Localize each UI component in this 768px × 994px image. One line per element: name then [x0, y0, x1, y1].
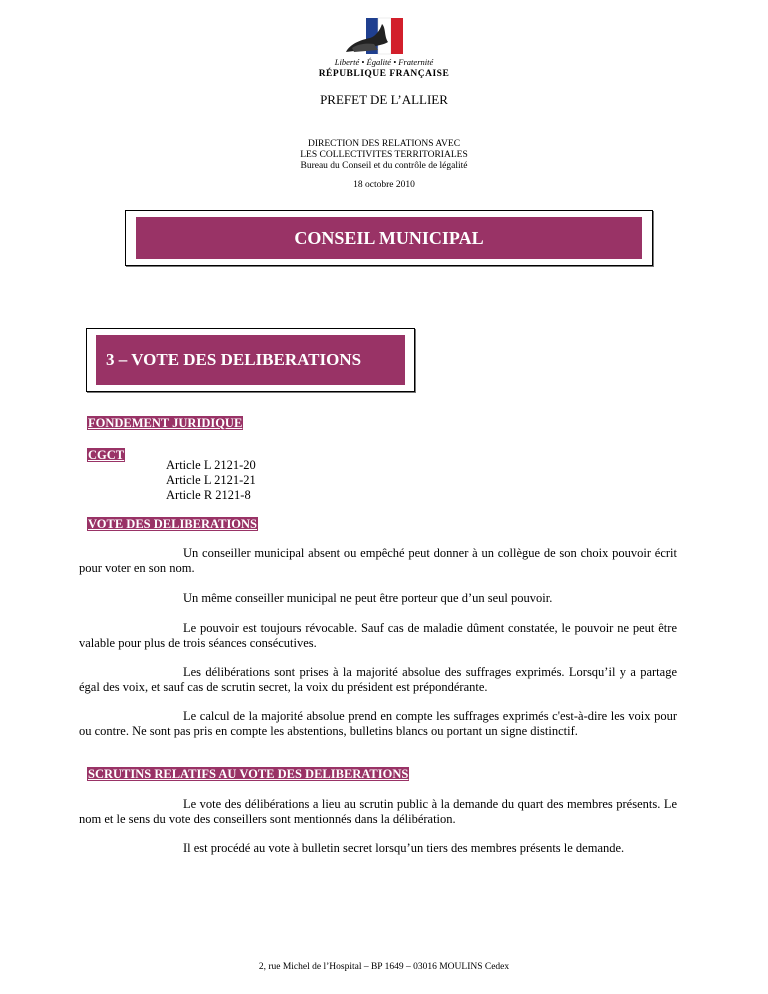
paragraph: Un conseiller municipal absent ou empêché peut donner à un collègue de son choix pouvoir écrit pour voter en son nom. — [79, 546, 677, 575]
paragraph: Un même conseiller municipal ne peut être porteur que d’un seul pouvoir. — [183, 591, 553, 605]
paragraph: Le pouvoir est toujours révocable. Sauf cas de maladie dûment constatée, le pouvoir ne peut être valable pour plus de trois séances consécutives. — [79, 621, 677, 650]
direction-line: LES COLLECTIVITES TERRITORIALES — [300, 150, 468, 160]
prefet-title: PREFET DE L’ALLIER — [320, 92, 448, 107]
direction-line: DIRECTION DES RELATIONS AVEC — [307, 139, 461, 149]
scrutins-heading-wrap — [87, 765, 409, 783]
fondement-heading: FONDEMENT JURIDIQUE — [88, 416, 243, 430]
fondement-heading-wrap — [87, 414, 243, 432]
paragraph: Le vote des délibérations a lieu au scrutin public à la demande du quart des membres présents. Le nom et le sens du vote des conseillers sont mentionnés dans la délibération. — [79, 797, 677, 826]
title-box — [125, 210, 653, 266]
vote-heading-wrap — [87, 515, 258, 533]
paragraph: Le calcul de la majorité absolue prend en compte les suffrages exprimés c'est-à-dire les voix pour ou contre. Ne sont pas pris en compte les abstentions, bulletins blancs ou portant un signe distinctif. — [79, 709, 677, 738]
article-item: Article L 2121-21 — [166, 473, 256, 487]
cgct-heading-wrap — [87, 446, 125, 464]
scrutins-heading: SCRUTINS RELATIFS AU VOTE DES DELIBERATIONS — [88, 767, 409, 781]
article-item: Article R 2121-8 — [166, 488, 251, 502]
section-title: 3 – VOTE DES DELIBERATIONS — [96, 335, 405, 385]
footer-address: 2, rue Michel de l’Hospital – BP 1649 – 03016 MOULINS Cedex — [258, 962, 510, 972]
direction-line: Bureau du Conseil et du contrôle de légalité — [300, 161, 468, 171]
republique-francaise: RÉPUBLIQUE FRANÇAISE — [318, 69, 450, 79]
section-box — [86, 328, 415, 392]
paragraph: Il est procédé au vote à bulletin secret lorsqu’un tiers des membres présents le demande. — [183, 841, 625, 855]
page-title: CONSEIL MUNICIPAL — [136, 217, 642, 259]
cgct-heading: CGCT — [88, 448, 125, 462]
document-date: 18 octobre 2010 — [353, 180, 415, 190]
paragraph: Les délibérations sont prises à la majorité absolue des suffrages exprimés. Lorsqu’il y a partage égal des voix, et sauf cas de scrutin secret, la voix du président est prépondérante. — [79, 665, 677, 694]
direction-block — [0, 139, 768, 172]
article-item: Article L 2121-20 — [166, 458, 256, 472]
vote-heading: VOTE DES DELIBERATIONS — [88, 517, 258, 531]
motto: Liberté • Égalité • Fraternité — [334, 57, 434, 67]
